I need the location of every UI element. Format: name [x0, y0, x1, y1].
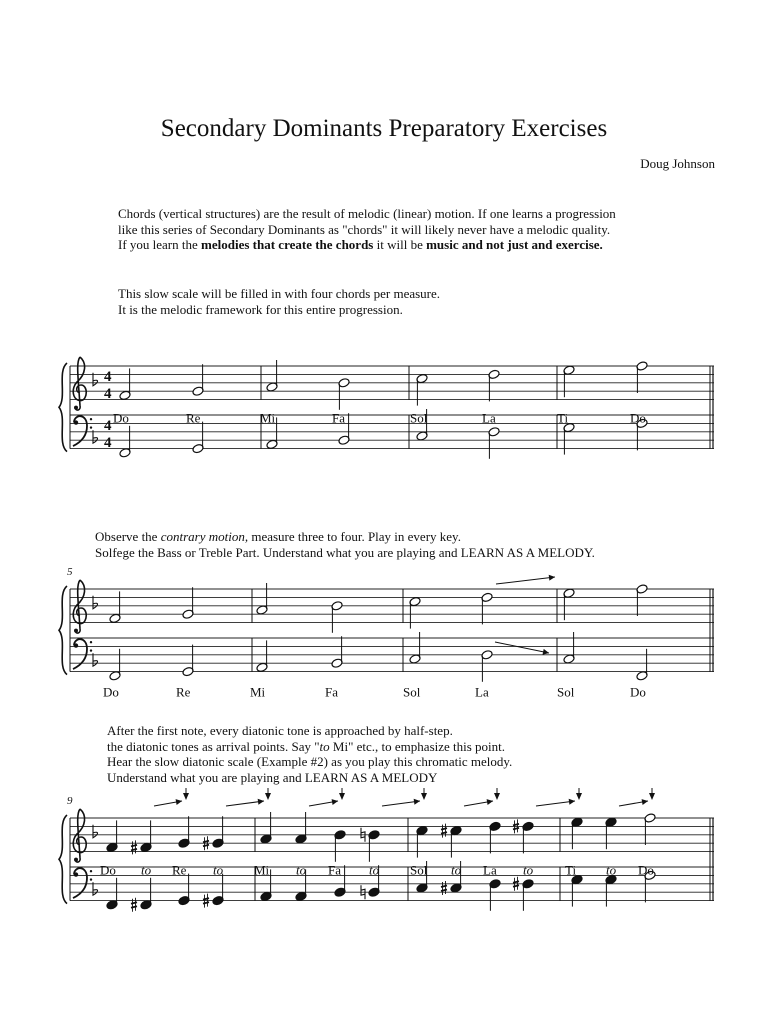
treble-note — [178, 816, 190, 848]
bass-clef-icon — [73, 639, 92, 669]
arrow-icon — [464, 799, 493, 806]
bass-note — [109, 649, 121, 681]
chromatic-line-3: Hear the slow diatonic scale (Example #2) as you play this chromatic melody. — [107, 754, 513, 769]
bass-note — [481, 650, 493, 682]
arrow-down-icon — [494, 788, 500, 800]
bass-note — [119, 426, 131, 458]
treble-note — [338, 378, 350, 410]
solfege-syllable: Mi — [250, 684, 266, 700]
treble-note — [119, 368, 131, 400]
treble-note — [416, 825, 428, 857]
treble-clef-icon — [73, 809, 86, 862]
solfege-syllable: to — [606, 862, 617, 878]
time-signature-top: 4 — [104, 369, 112, 385]
intro-bold-melodies: melodies that create the chords — [201, 237, 374, 252]
sharp-icon — [441, 824, 447, 838]
solfege-syllable: Sol — [410, 410, 428, 426]
solfege-syllable: to — [523, 862, 534, 878]
treble-note — [368, 830, 380, 862]
bass-staff — [70, 415, 714, 449]
treble-note — [450, 825, 462, 857]
contrary-italic: contrary motion, — [160, 529, 249, 544]
treble-note — [260, 812, 272, 844]
treble-staff — [70, 589, 714, 623]
chromatic-line-2-start: the diatonic tones as arrival points. Say " — [107, 738, 320, 754]
treble-note — [409, 596, 421, 628]
bass-note — [106, 878, 118, 910]
treble-note — [106, 820, 118, 852]
treble-note — [605, 817, 617, 849]
slow-scale-line-2: It is the melodic framework for this entire progression. — [118, 301, 403, 317]
solfege-syllable: Sol — [557, 684, 575, 700]
treble-note — [563, 588, 575, 620]
sharp-icon — [131, 840, 137, 854]
treble-note — [334, 830, 346, 862]
chromatic-line-1: After the first note, every diatonic tone is approached by half-step. — [107, 723, 453, 738]
solfege-syllable: Mi — [260, 410, 276, 426]
bass-note — [489, 879, 501, 911]
bass-note — [256, 640, 268, 672]
solfege-syllable: to — [296, 862, 307, 878]
bass-staff — [70, 867, 714, 901]
solfege-syllable: Mi — [254, 862, 270, 878]
treble-note — [488, 369, 500, 401]
solfege-syllable: Re — [176, 684, 191, 700]
solfege-syllable: Fa — [332, 410, 345, 426]
solfege-syllable: Do — [103, 684, 119, 700]
solfege-syllable: Sol — [410, 862, 428, 878]
treble-staff — [70, 818, 714, 852]
bass-note — [488, 427, 500, 459]
arrow-icon — [619, 799, 648, 806]
solfege-syllable: La — [482, 410, 496, 426]
solfege-syllable: to — [369, 862, 380, 878]
solfege-syllable: Re — [186, 410, 201, 426]
contrary-line-1-start: Observe the — [95, 529, 161, 544]
bass-note — [605, 874, 617, 906]
treble-note — [140, 820, 152, 852]
bass-clef-icon — [73, 416, 92, 446]
solfege-syllable: Sol — [403, 684, 421, 700]
page-title: Secondary Dominants Preparatory Exercises — [160, 115, 608, 142]
contrary-line-2: Solfege the Bass or Treble Part. Understand what you are playing and LEARN AS A MELODY. — [95, 544, 595, 560]
bass-note — [178, 874, 190, 906]
treble-note — [192, 364, 204, 396]
bass-note — [522, 879, 534, 911]
solfege-syllable: Do — [630, 684, 646, 700]
arrow-icon — [495, 642, 549, 655]
treble-note — [266, 360, 278, 392]
arrow-icon — [536, 799, 575, 806]
bass-note — [192, 422, 204, 454]
arrow-icon — [226, 799, 264, 806]
treble-note — [563, 365, 575, 397]
arrow-down-icon — [183, 788, 189, 800]
chromatic-italic-to: to — [319, 738, 330, 754]
intro-line-3-middle: it will be — [373, 237, 427, 252]
treble-note — [571, 817, 583, 849]
treble-note — [636, 584, 648, 616]
arrow-down-icon — [421, 788, 427, 800]
sharp-icon — [131, 898, 137, 912]
intro-line-3-start: If you learn the — [118, 237, 202, 252]
solfege-syllable: to — [141, 862, 152, 878]
treble-note — [522, 821, 534, 853]
bass-clef-icon — [73, 868, 92, 898]
bass-note — [563, 422, 575, 454]
time-signature-bottom: 4 — [104, 386, 112, 402]
chromatic-line-4: Understand what you are playing and LEARN AS A MELODY — [107, 769, 438, 785]
arrow-down-icon — [576, 788, 582, 800]
contrary-line-1-end: measure three to four. Play in every key. — [248, 529, 461, 544]
treble-clef-icon — [73, 357, 86, 410]
arrow-icon — [382, 799, 420, 806]
solfege-syllable: Do — [638, 862, 654, 878]
bass-note — [331, 636, 343, 668]
brace-icon — [59, 815, 67, 904]
brace-icon — [59, 586, 67, 675]
bass-note — [409, 632, 421, 664]
measure-number: 9 — [67, 795, 73, 807]
treble-staff — [70, 366, 714, 400]
solfege-syllable: Re — [172, 862, 187, 878]
intro-line-2: like this series of Secondary Dominants as "chords" it will likely never have a melodic quality. — [118, 221, 611, 237]
solfege-syllable: Ti — [557, 410, 569, 426]
bass-note — [636, 649, 648, 681]
bass-note — [563, 632, 575, 664]
treble-note — [481, 592, 493, 624]
treble-note — [295, 812, 307, 844]
bass-note — [182, 645, 194, 677]
treble-note — [182, 587, 194, 619]
time-signature-bottom: 4 — [104, 435, 112, 451]
solfege-syllable: to — [451, 862, 462, 878]
author-name: Doug Johnson — [640, 156, 715, 171]
arrow-icon — [154, 799, 182, 806]
treble-note — [331, 601, 343, 633]
treble-clef-icon — [73, 580, 86, 633]
bass-note — [140, 878, 152, 910]
solfege-syllable: Fa — [325, 684, 338, 700]
treble-note — [256, 583, 268, 615]
intro-bold-music: music and not just and exercise. — [426, 237, 603, 252]
arrow-down-icon — [265, 788, 271, 800]
treble-note — [489, 821, 501, 853]
solfege-syllable: Ti — [565, 862, 577, 878]
treble-note — [644, 813, 656, 845]
treble-note — [416, 373, 428, 405]
treble-note — [109, 591, 121, 623]
solfege-syllable: La — [475, 684, 489, 700]
sharp-icon — [441, 881, 447, 895]
arrow-down-icon — [649, 788, 655, 800]
arrow-down-icon — [339, 788, 345, 800]
bass-note — [571, 874, 583, 906]
solfege-syllable: Do — [113, 410, 129, 426]
solfege-syllable: Do — [630, 410, 646, 426]
treble-note — [636, 361, 648, 393]
solfege-syllable: La — [483, 862, 497, 878]
brace-icon — [59, 363, 67, 452]
solfege-syllable: Do — [100, 862, 116, 878]
solfege-syllable: to — [213, 862, 224, 878]
solfege-syllable: Fa — [328, 862, 341, 878]
arrow-icon — [496, 575, 555, 584]
intro-line-1: Chords (vertical structures) are the result of melodic (linear) motion. If one learns a progression — [118, 206, 616, 221]
bass-staff — [70, 638, 714, 672]
measure-number: 5 — [67, 566, 73, 578]
chromatic-line-2-end: Mi" etc., to emphasize this point. — [329, 738, 506, 754]
arrow-icon — [309, 799, 338, 806]
slow-scale-line-1: This slow scale will be filled in with four chords per measure. — [118, 286, 441, 301]
bass-note — [212, 874, 224, 906]
treble-note — [212, 816, 224, 848]
time-signature-top: 4 — [104, 418, 112, 434]
